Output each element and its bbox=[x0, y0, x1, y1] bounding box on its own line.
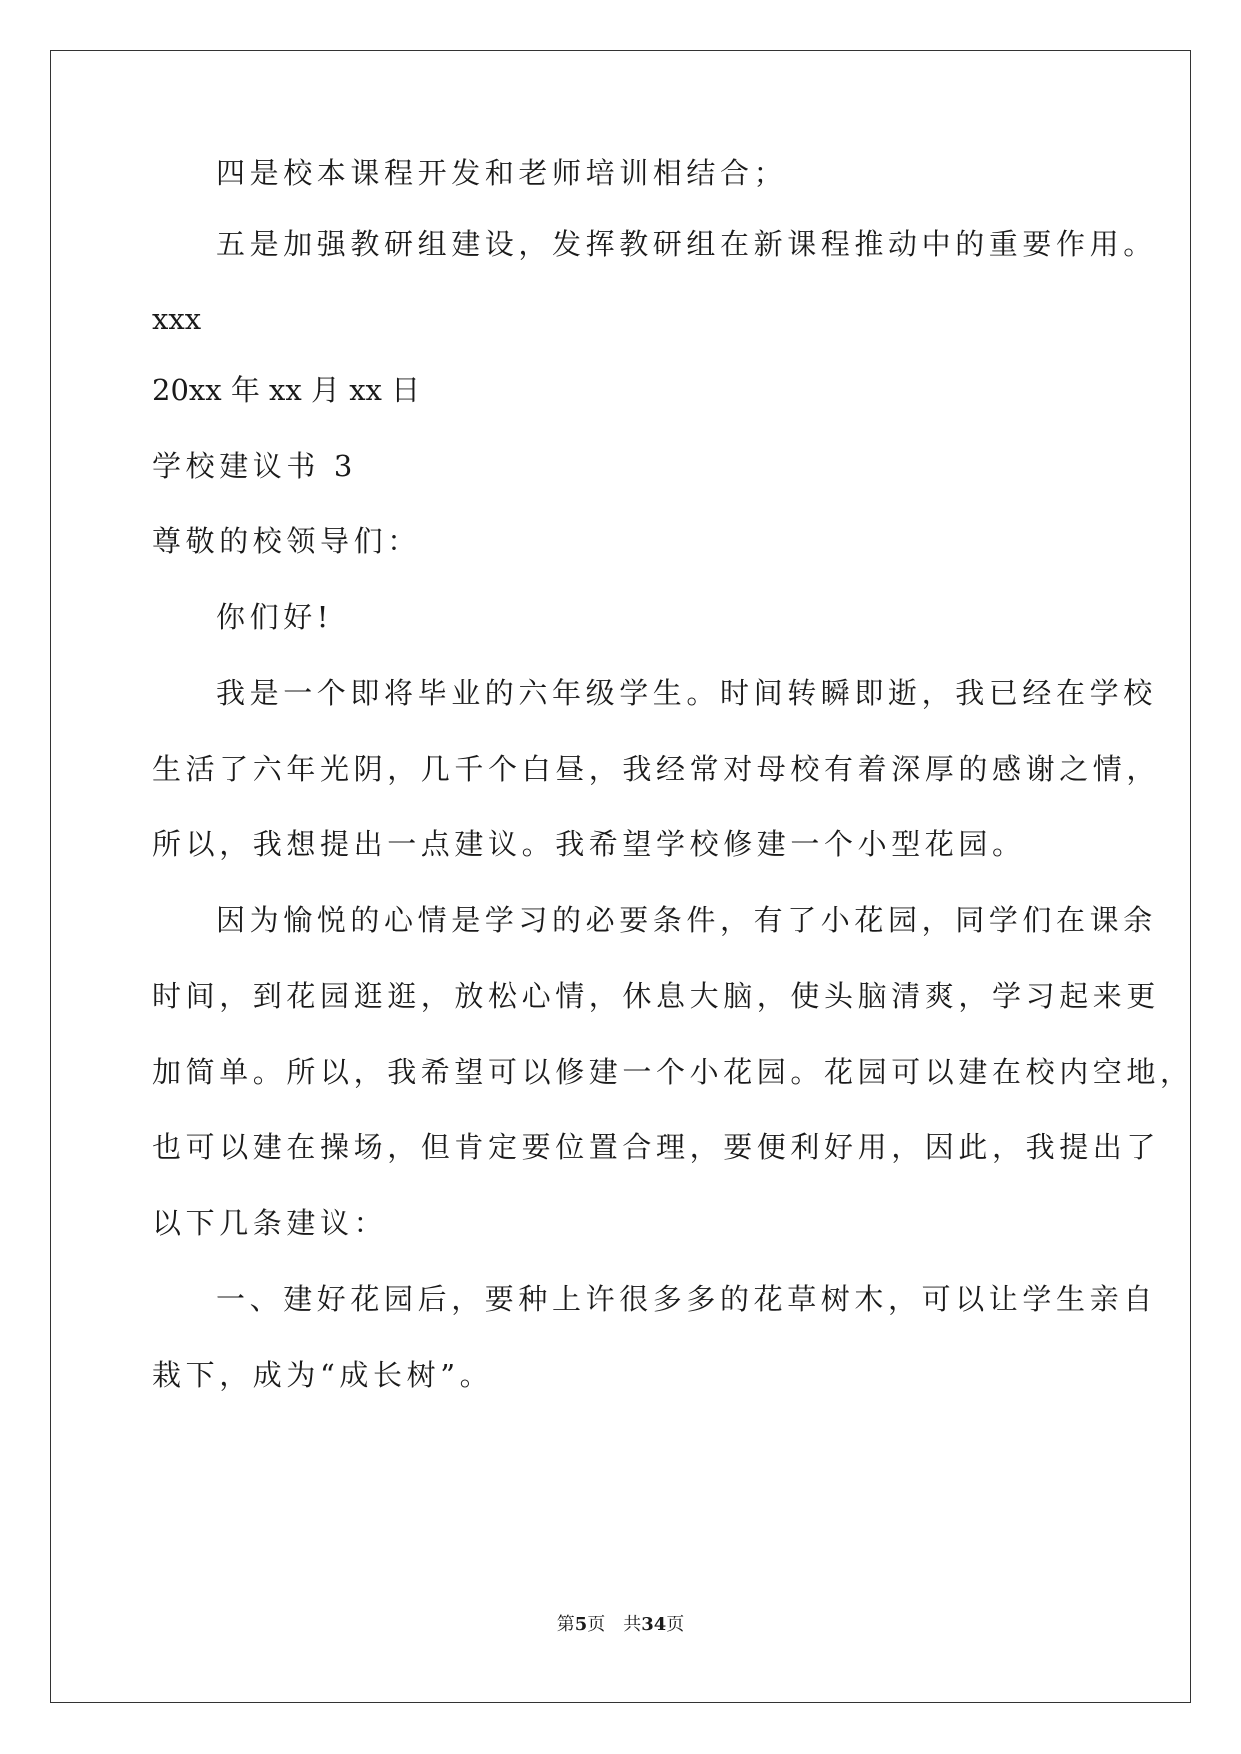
footer-total-suffix: 页 bbox=[666, 1614, 685, 1635]
signature-date: 20xx 年 xx 月 xx 日 bbox=[152, 373, 421, 407]
footer-page-suffix: 页 bbox=[587, 1614, 606, 1635]
greeting: 你们好! bbox=[216, 600, 334, 634]
paragraph-line: 所以，我想提出一点建议。我希望学校修建一个小型花园。 bbox=[152, 827, 1026, 861]
paragraph-line: 以下几条建议： bbox=[152, 1206, 388, 1240]
footer-page-prefix: 第 bbox=[556, 1614, 575, 1635]
paragraph-line: 时间，到花园逛逛，放松心情，休息大脑，使头脑清爽，学习起来更 bbox=[152, 979, 1161, 1013]
footer-page-number: 5 bbox=[574, 1614, 588, 1635]
paragraph-line: 五是加强教研组建设，发挥教研组在新课程推动中的重要作用。 bbox=[216, 227, 1157, 261]
paragraph-line: 生活了六年光阴，几千个白昼，我经常对母校有着深厚的感谢之情， bbox=[152, 752, 1161, 786]
paragraph-line: 栽下，成为“成长树”。 bbox=[152, 1358, 494, 1392]
page-footer bbox=[0, 1612, 1241, 1638]
paragraph-line: 因为愉悦的心情是学习的必要条件，有了小花园，同学们在课余 bbox=[216, 903, 1157, 937]
paragraph-line: 加简单。所以，我希望可以修建一个小花园。花园可以建在校内空地， bbox=[152, 1055, 1194, 1089]
section-title: 学校建议书 3 bbox=[152, 449, 357, 483]
paragraph-line: 一、建好花园后，要种上许很多多的花草树木，可以让学生亲自 bbox=[216, 1282, 1157, 1316]
page-border bbox=[50, 50, 1191, 1703]
footer-total-prefix: 共 bbox=[623, 1614, 642, 1635]
footer-total-number: 34 bbox=[641, 1614, 667, 1635]
paragraph-line: 我是一个即将毕业的六年级学生。时间转瞬即逝，我已经在学校 bbox=[216, 676, 1157, 710]
signature-name: xxx bbox=[152, 302, 202, 336]
paragraph-line: 也可以建在操场，但肯定要位置合理，要便利好用，因此，我提出了 bbox=[152, 1130, 1161, 1164]
salutation: 尊敬的校领导们： bbox=[152, 524, 421, 558]
paragraph-line: 四是校本课程开发和老师培训相结合； bbox=[216, 156, 788, 190]
